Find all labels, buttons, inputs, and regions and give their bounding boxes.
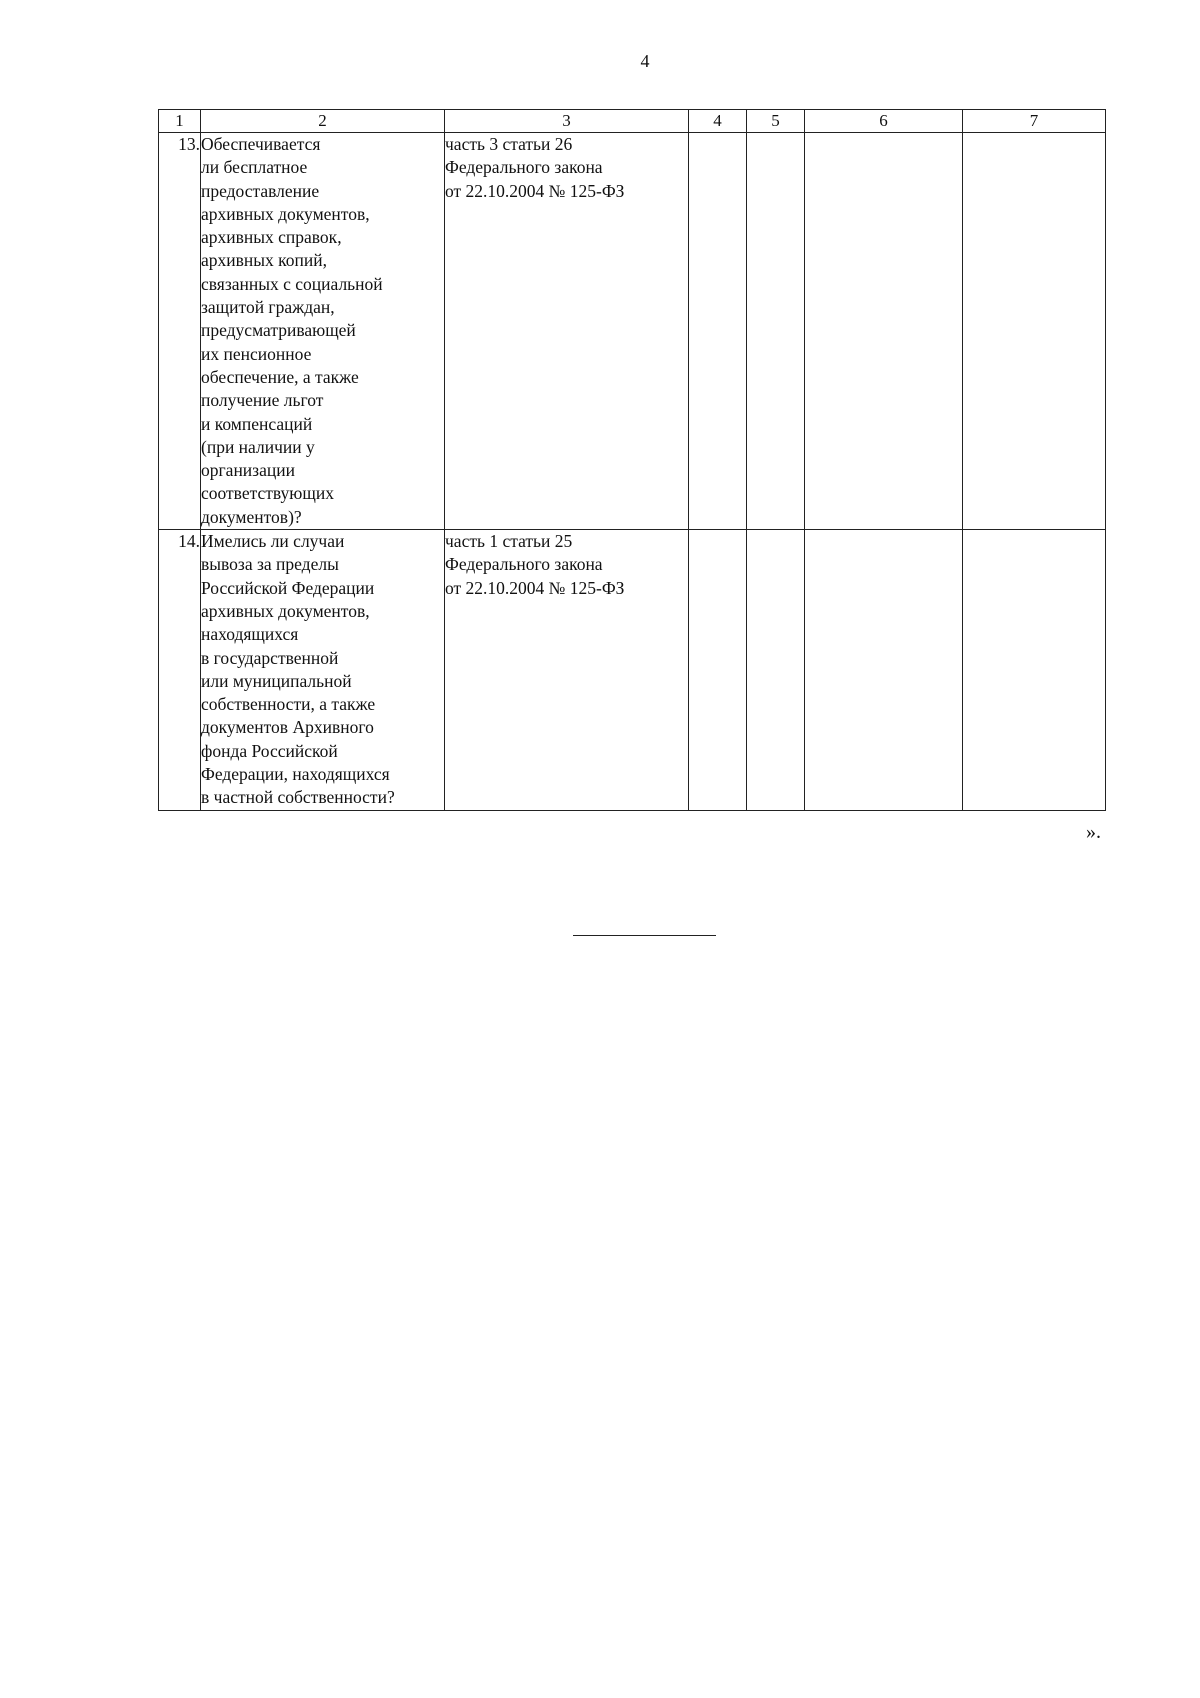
- empty-cell: [689, 133, 747, 530]
- reference-line: Федерального закона: [445, 157, 603, 178]
- question-line: Федерации, находящихся: [201, 764, 390, 785]
- empty-cell: [747, 133, 805, 530]
- question-line: предоставление: [201, 180, 320, 201]
- column-header: 7: [963, 110, 1106, 133]
- column-header: 6: [805, 110, 963, 133]
- question-line: их пенсионное: [201, 343, 312, 364]
- question-line: Российской Федерации: [201, 577, 375, 598]
- column-header: 2: [201, 110, 445, 133]
- question-line: документов Архивного: [201, 717, 374, 738]
- closing-quote-mark: ».: [1086, 821, 1101, 843]
- question-line: архивных справок,: [201, 227, 342, 248]
- question-line: вывоза за пределы: [201, 554, 339, 575]
- reference-line: от 22.10.2004 № 125-ФЗ: [445, 180, 625, 201]
- page-number: 4: [640, 51, 650, 71]
- question-line: или муниципальной: [201, 670, 352, 691]
- question-line: находящихся: [201, 624, 299, 645]
- question-line: архивных копий,: [201, 250, 327, 271]
- question-line: получение льгот: [201, 390, 324, 411]
- question-line: ли бесплатное: [201, 157, 308, 178]
- reference-line: от 22.10.2004 № 125-ФЗ: [445, 577, 625, 598]
- row-number: 14.: [159, 530, 201, 811]
- question-line: документов)?: [201, 506, 302, 527]
- question-line: предусматривающей: [201, 320, 356, 341]
- question-line: и компенсаций: [201, 413, 313, 434]
- empty-cell: [805, 530, 963, 811]
- legal-reference-cell: [445, 133, 689, 530]
- question-line: в частной собственности?: [201, 787, 395, 808]
- checklist-table: [158, 109, 1106, 811]
- question-line: связанных с социальной: [201, 273, 383, 294]
- row-number: 13.: [159, 133, 201, 530]
- empty-cell: [689, 530, 747, 811]
- reference-line: часть 1 статьи 25: [445, 531, 573, 552]
- question-line: собственности, а также: [201, 694, 376, 715]
- question-line: в государственной: [201, 647, 339, 668]
- question-line: защитой граждан,: [201, 297, 335, 318]
- empty-cell: [963, 133, 1106, 530]
- question-line: (при наличии у: [201, 436, 315, 457]
- reference-line: часть 3 статьи 26: [445, 134, 573, 154]
- legal-reference-cell: [445, 530, 689, 811]
- question-line: организации: [201, 460, 295, 481]
- table-row: [159, 133, 1106, 530]
- empty-cell: [963, 530, 1106, 811]
- question-line: Имелись ли случаи: [201, 531, 345, 552]
- empty-cell: [805, 133, 963, 530]
- question-line: Обеспечивается: [201, 134, 321, 154]
- column-header: 4: [689, 110, 747, 133]
- question-line: архивных документов,: [201, 203, 370, 224]
- table-header-row: [159, 110, 1106, 133]
- table-row: [159, 530, 1106, 811]
- column-header: 3: [445, 110, 689, 133]
- question-cell: [201, 530, 445, 811]
- column-header: 1: [159, 110, 201, 133]
- question-line: фонда Российской: [201, 740, 338, 761]
- question-cell: [201, 133, 445, 530]
- reference-line: Федерального закона: [445, 554, 603, 575]
- question-line: архивных документов,: [201, 600, 370, 621]
- question-line: обеспечение, а также: [201, 366, 359, 387]
- end-of-document-rule: [573, 935, 716, 936]
- question-line: соответствующих: [201, 483, 334, 504]
- empty-cell: [747, 530, 805, 811]
- column-header: 5: [747, 110, 805, 133]
